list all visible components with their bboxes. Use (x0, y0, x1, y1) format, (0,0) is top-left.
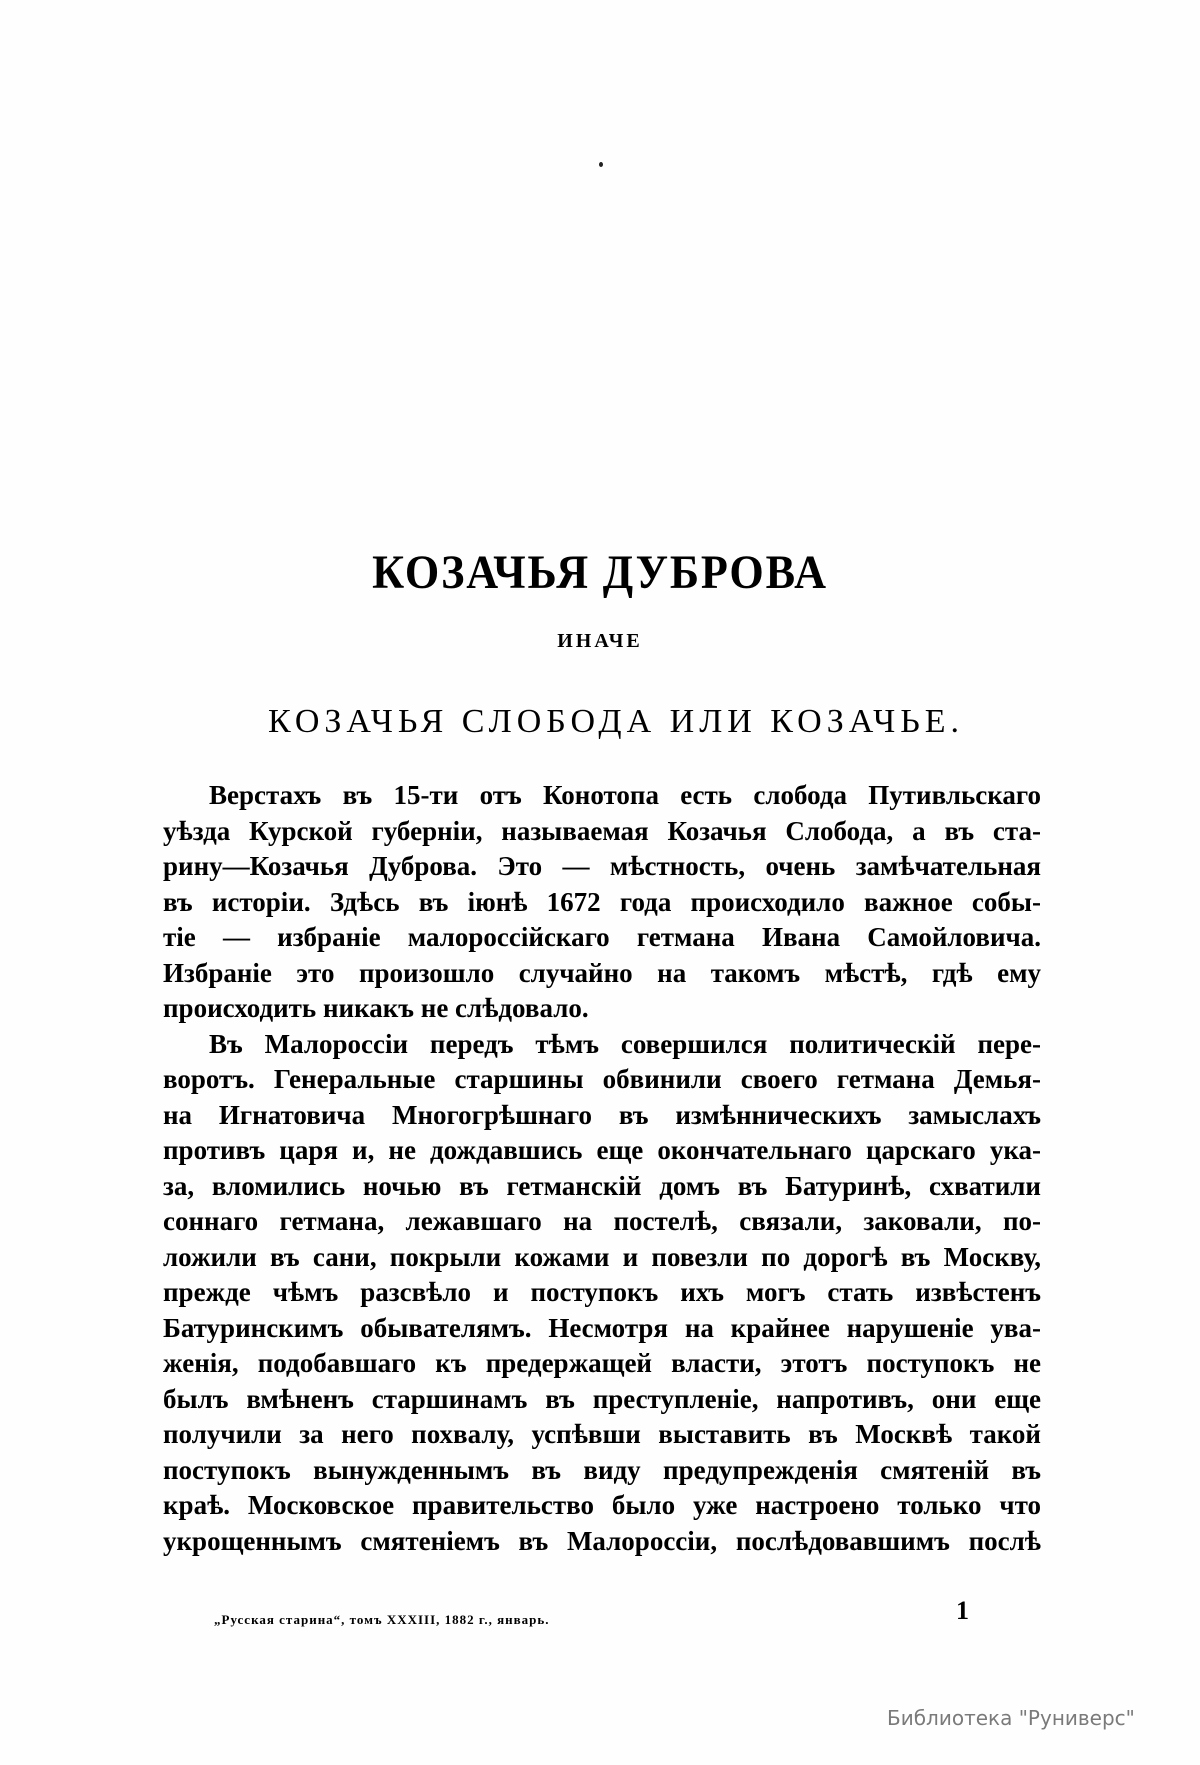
alt-title-connector: ИНАЧЕ (557, 630, 643, 652)
text-line: прежде чѣмъ разсвѣло и поступокъ ихъ могъ стать извѣстенъ (163, 1277, 1041, 1307)
library-watermark: Библиотека "Руниверс" (887, 1706, 1135, 1730)
text-line: противъ царя и, не дождавшись еще окончательнаго царскаго ука- (163, 1135, 1041, 1165)
text-line: получили за него похвалу, успѣвши выставить въ Москвѣ такой (163, 1419, 1041, 1449)
text-line: тіе — избраніе малороссійскаго гетмана Ивана Самойловича. (163, 922, 1041, 952)
text-line: укрощеннымъ смятеніемъ въ Малороссіи, послѣдовавшимъ послѣ (163, 1525, 1041, 1556)
text-line: на Игнатовича Многогрѣшнаго въ измѣнническихъ замыслахъ (163, 1099, 1041, 1130)
text-line: Въ Малороссіи передъ тѣмъ совершился политическій пере- (209, 1028, 1041, 1059)
text-line: женія, подобавшаго къ предержащей власти, этотъ поступокъ не (163, 1348, 1041, 1378)
text-line: за, вломились ночью въ гетманскій домъ въ Батуринѣ, схватили (163, 1170, 1041, 1201)
footer-source: „Русская старина“, томъ XXXIII, 1882 г., январь. (214, 1612, 550, 1627)
scan-speck (599, 162, 603, 167)
text-line: ложили въ сани, покрыли кожами и повезли по дорогѣ въ Москву, (163, 1241, 1041, 1272)
page-subtitle: КОЗАЧЬЯ СЛОБОДА ИЛИ КОЗАЧЬЕ. (268, 703, 965, 740)
page-title: КОЗАЧЬЯ ДУБРОВА (372, 546, 828, 599)
text-line: рину—Козачья Дуброва. Это — мѣстность, очень замѣчательная (163, 851, 1041, 881)
page-number: 1 (956, 1596, 969, 1625)
text-line: Батуринскимъ обывателямъ. Несмотря на крайнее нарушеніе ува- (163, 1312, 1041, 1343)
text-line: краѣ. Московское правительство было уже настроено только что (163, 1490, 1041, 1520)
text-line: въ исторіи. Здѣсь въ іюнѣ 1672 года происходило важное собы- (163, 886, 1041, 917)
text-line: происходить никакъ не слѣдовало. (163, 993, 589, 1023)
paragraph-2 (163, 1027, 1041, 1560)
text-line: уѣзда Курской губерніи, называемая Козачья Слобода, а въ ста- (163, 815, 1041, 846)
article-body (163, 778, 1041, 1559)
text-line: Верстахъ въ 15-ти отъ Конотопа есть слобода Путивльскаго (209, 780, 1041, 810)
text-line: былъ вмѣненъ старшинамъ въ преступленіе, напротивъ, они еще (163, 1383, 1041, 1414)
text-line: соннаго гетмана, лежавшаго на постелѣ, связали, заковали, по- (163, 1206, 1041, 1236)
text-line: Избраніе это произошло случайно на такомъ мѣстѣ, гдѣ ему (163, 957, 1041, 988)
text-line: воротъ. Генеральные старшины обвинили своего гетмана Демья- (163, 1064, 1041, 1094)
paragraph-1 (163, 778, 1041, 1027)
text-line: поступокъ вынужденнымъ въ виду предупрежденія смятеній въ (163, 1454, 1041, 1485)
